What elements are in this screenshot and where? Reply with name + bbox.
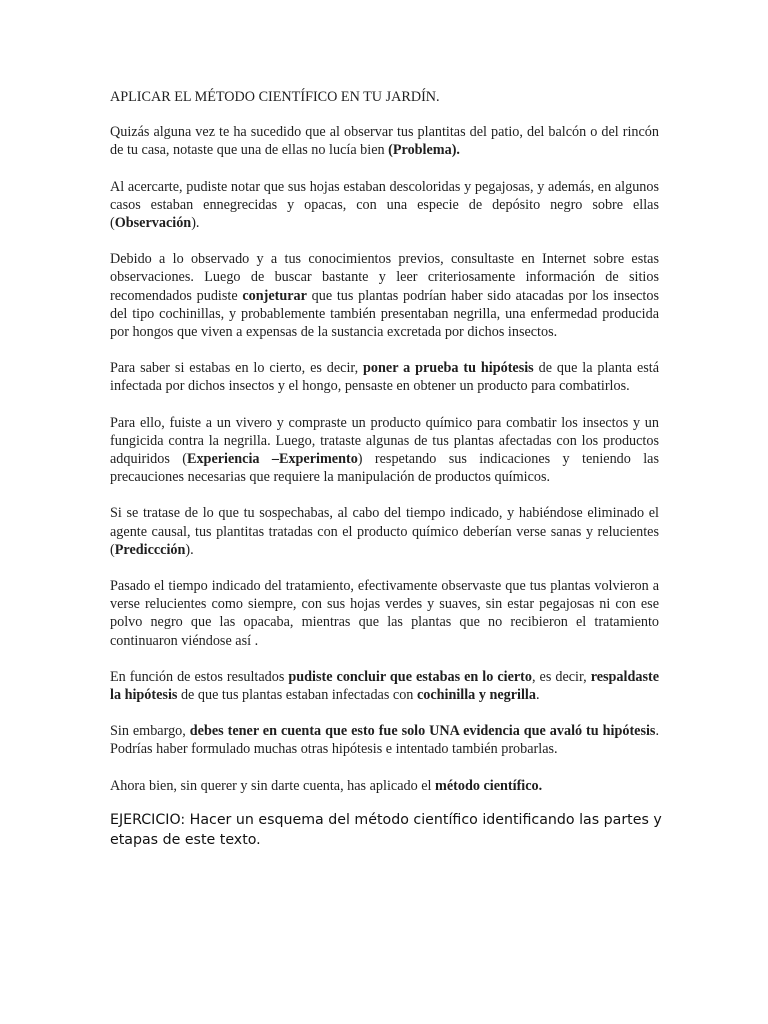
paragraph-8 — [110, 668, 659, 704]
paragraph-2 — [110, 178, 659, 233]
bold-term: cochinilla y negrilla — [416, 687, 536, 704]
bold-term: (Problema). — [388, 142, 460, 159]
bold-term: conjeturar — [242, 287, 307, 304]
text-run: ). — [185, 541, 194, 558]
text-run: En función de estos resultados — [110, 668, 289, 685]
text-run: . Podrías haber formulado muchas otras hipótesis e intentado también probarlas. — [110, 723, 659, 758]
text-run: ). — [191, 215, 200, 232]
bold-term: pudiste concluir que estabas en lo cierto — [288, 668, 532, 685]
text-run: Pasado el tiempo indicado del tratamiento, efectivamente observaste que tus plantas volvieron a verse relucientes como siempre, con sus hojas verdes y suaves, sin estar pegajosas ni con ese polvo negro que las opacaba, mientras que las plantas que no recibieron el tratamiento continuaron viéndose así . — [110, 578, 659, 649]
text-run: Quizás alguna vez te ha sucedido que al observar tus plantitas del patio, del balcón o del rincón de tu casa, notaste que una de ellas no lucía bien — [110, 124, 659, 159]
text-run: Para ello, fuiste a un vivero y compraste un producto químico para combatir los insectos y un fungicida contra la negrilla. Luego, trataste algunas de tus plantas afectadas con los productos adquiridos ( — [110, 414, 659, 468]
text-run: de que la planta está infectada por dichos insectos y el hongo, pensaste en obtener un producto para combatirlos. — [110, 360, 659, 395]
text-run: Debido a lo observado y a tus conocimientos previos, consultaste en Internet sobre estas observaciones. Luego de buscar bastante y leer criteriosamente información de sitios recomendados pudiste — [110, 251, 659, 304]
paragraph-6 — [110, 504, 659, 559]
paragraph-4 — [110, 359, 659, 395]
bold-term: Prediccción — [114, 541, 186, 558]
text-run: Sin embargo, — [110, 723, 190, 740]
bold-term: respaldaste la hipótesis — [110, 668, 659, 704]
text-run: ) respetando sus indicaciones y teniendo las precauciones necesarias que requiere la manipulación de productos químicos. — [110, 451, 660, 486]
document-body — [110, 123, 659, 795]
paragraph-3 — [110, 250, 659, 341]
document-page — [110, 88, 662, 850]
exercise-text: EJERCICIO: Hacer un esquema del método científico identificando las partes y etapas de este texto. — [110, 811, 662, 848]
text-run: Ahora bien, sin querer y sin darte cuenta, has aplicado el — [110, 777, 436, 794]
bold-term: Observación — [114, 215, 192, 232]
text-run: , es decir, — [532, 668, 591, 685]
paragraph-5 — [110, 414, 659, 487]
paragraph-9 — [110, 722, 659, 758]
text-run: de que tus plantas estaban infectadas con — [177, 687, 417, 704]
bold-term: poner a prueba tu hipótesis — [363, 360, 534, 377]
bold-term: método científico. — [435, 777, 543, 794]
text-run: . — [535, 687, 540, 704]
text-run: Para saber si estabas en lo cierto, es decir, — [110, 360, 364, 377]
text-run: Si se tratase de lo que tu sospechabas, al cabo del tiempo indicado, y habiéndose eliminado el agente causal, tus plantitas tratadas con el producto químico deberían verse sanas y relucientes ( — [110, 505, 659, 558]
document-title: APLICAR EL MÉTODO CIENTÍFICO EN TU JARDÍN. — [110, 89, 440, 105]
text-run: que tus plantas podrían haber sido atacadas por los insectos del tipo cochinillas, y probablemente también presentaban negrilla, una enfermedad producida por hongos que viven a expensas de la sustancia excretada por dichos insectos. — [110, 287, 659, 341]
paragraph-1 — [110, 123, 659, 159]
bold-term: debes tener en cuenta que esto fue solo UNA evidencia que avaló tu hipótesis — [189, 723, 656, 740]
paragraph-10 — [110, 777, 659, 795]
text-run: Al acercarte, pudiste notar que sus hojas estaban descoloridas y pegajosas, y además, en algunos casos estaban ennegrecidas y opacas, con una especie de depósito negro sobre ellas ( — [110, 178, 659, 232]
bold-term: Experiencia –Experimento — [187, 451, 358, 468]
paragraph-7 — [110, 577, 659, 650]
